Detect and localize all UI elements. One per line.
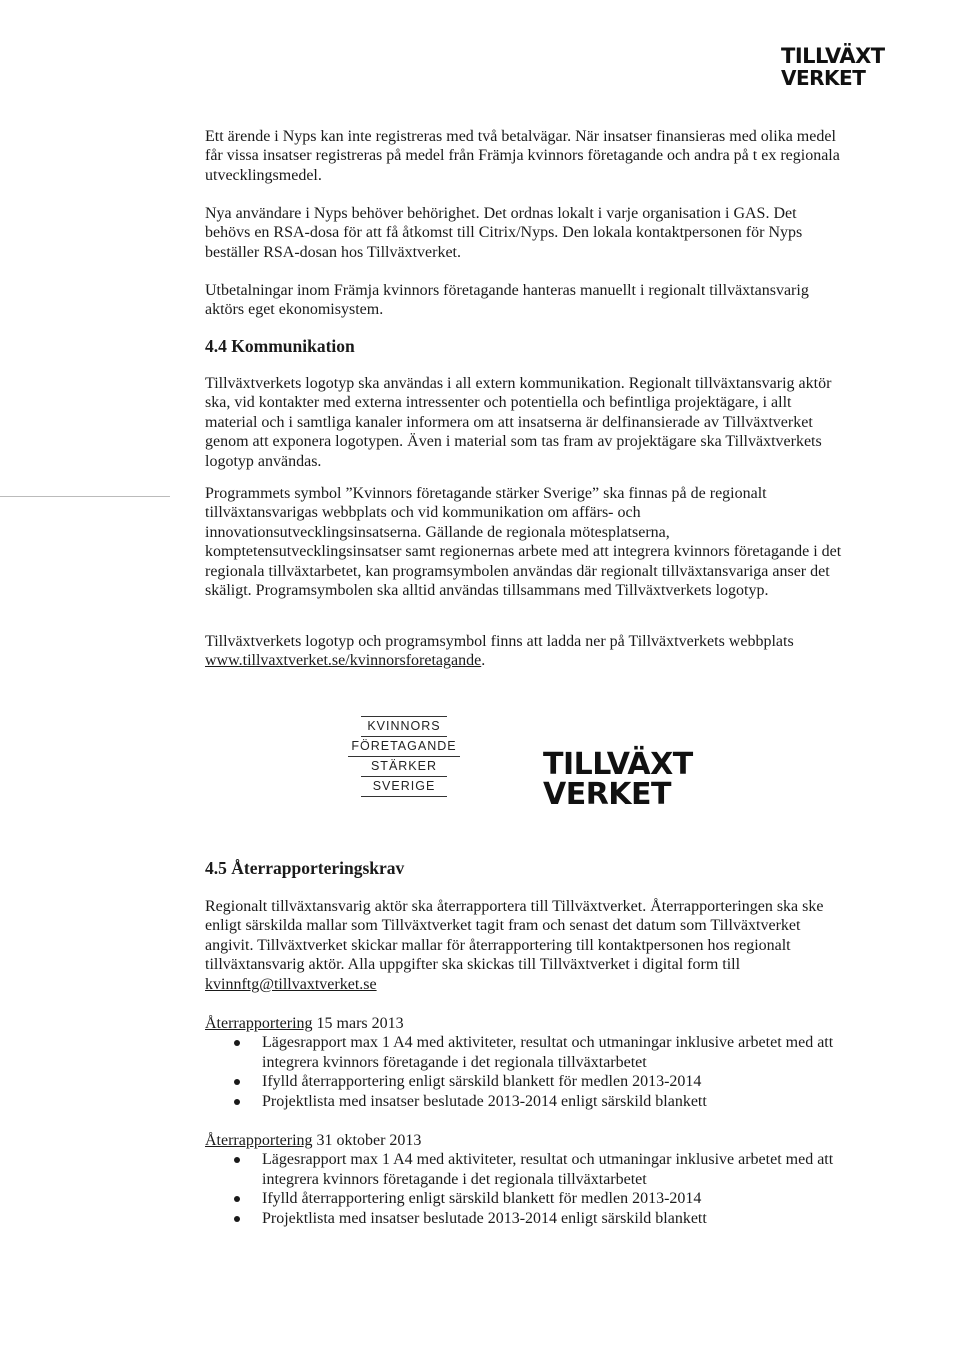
scan-artifact-line [0,496,170,497]
report-block-1 [205,1014,845,1111]
kommunikation-paragraph-2 [205,484,845,600]
report-date: 15 mars 2013 [312,1015,404,1032]
report-block-2 [205,1131,845,1228]
list-item: Projektlista med insatser beslutade 2013-2014 enligt särskild blankett [205,1209,845,1228]
logo-line1: TILLVÄXT [543,747,693,782]
heading-aterrapporteringskrav: 4.5 Återrapporteringskrav [205,858,405,878]
logo-line2: VERKET [781,66,866,90]
tillvaxtverket-logo [543,747,693,812]
heading-kommunikation: 4.4 Kommunikation [205,336,355,356]
symbol-line-4: SVERIGE [361,777,447,797]
intro-paragraph-1 [205,127,845,185]
paragraph-text: Tillväxtverkets logotyp och programsymbol finns att ladda ner på Tillväxtverkets webbplats [205,633,794,650]
aterrapportering-paragraph [205,897,845,994]
tillvaxtverket-logo-header [781,46,885,88]
paragraph-text: Tillväxtverkets logotyp ska användas i all extern kommunikation. Regionalt tillväxtansvarig aktör ska, vid kontakter med externa intressenter och potentiella och befintliga projektägare, i allt material och i samtliga kanaler informera om att insatserna är delfinansierade av Tillväxtverket genom att exponera logotypen. Även i material som tas fram av projektägare ska Tillväxtverkets logotyp användas. [205,375,832,470]
symbol-line-1: KVINNORS [361,716,447,737]
symbol-line-3: STÄRKER [361,757,447,777]
paragraph-text: Nya användare i Nyps behöver behörighet. Det ordnas lokalt i varje organisation i GAS. Det behövs en RSA-dosa för att få åtkomst till Citrix/Nyps. Den lokala kontaktpersonen för Nyps beställer RSA-dosan hos Tillväxtverket. [205,205,803,261]
kommunikation-paragraph-1 [205,374,845,471]
list-item: Lägesrapport max 1 A4 med aktiviteter, resultat och utmaningar inklusive arbetet med att integrera kvinnors företagande i det regionala tillväxtarbetet [205,1150,845,1189]
intro-paragraph-3 [205,281,845,320]
list-item: Ifylld återrapportering enligt särskild blankett för medlen 2013-2014 [205,1072,845,1091]
report-date: 31 oktober 2013 [312,1132,422,1149]
list-item: Lägesrapport max 1 A4 med aktiviteter, resultat och utmaningar inklusive arbetet med att integrera kvinnors företagande i det regionala tillväxtarbetet [205,1033,845,1072]
list-item: Ifylld återrapportering enligt särskild blankett för medlen 2013-2014 [205,1189,845,1208]
paragraph-text: Programmets symbol ”Kvinnors företagande stärker Sverige” ska finnas på de regionalt tillväxtansvarigas webbplats och vid kommunikation om affärs- och innovationsutvecklingsinsatserna. Gällande de regionala mötesplatserna, komptetensutvecklingsinsatser samt regionernas arbete med att integrera kvinnors företagande i det regionala tillväxtarbetet, kan programsymbolen användas där regionalt tillväxtansvariga anser det skäligt. Programsymbolen ska alltid användas tillsammans med Tillväxtverkets logotyp. [205,485,842,600]
intro-paragraph-2 [205,204,845,262]
paragraph-text: Utbetalningar inom Främja kvinnors företagande hanteras manuellt i regionalt tillväxtansvarig aktörs eget ekonomisystem. [205,282,809,319]
symbol-line-2: FÖRETAGANDE [348,737,460,757]
report-label: Återrapportering [205,1132,313,1149]
report-2-list [205,1150,845,1228]
program-symbol-logo [348,716,460,797]
download-link[interactable]: www.tillvaxtverket.se/kvinnorsforetagande [205,652,482,670]
paragraph-end: . [481,652,486,670]
paragraph-text: Regionalt tillväxtansvarig aktör ska återrapportera till Tillväxtverket. Återrapporteringen ska ske enligt särskilda mallar som Tillväxtverket tagit fram och senast det datum som Tillväxtverket angivit. Tillväxtverket skickar mallar för återrapportering till kontaktpersonen hos regionalt tillväxtansvarig aktör. Alla uppgifter ska skickas till Tillväxtverket i digital form till [205,898,824,974]
report-label: Återrapportering [205,1015,313,1032]
list-item: Projektlista med insatser beslutade 2013-2014 enligt särskild blankett [205,1092,845,1111]
logo-line1: TILLVÄXT [781,44,885,68]
paragraph-text: Ett ärende i Nyps kan inte registreras med två betalvägar. När insatser finansieras med olika medel får vissa insatser registreras på medel från Främja kvinnors företagande och andra på t ex regionala utvecklingsmedel. [205,128,840,184]
kommunikation-paragraph-3 [205,632,845,671]
email-link[interactable]: kvinnftg@tillvaxtverket.se [205,975,377,993]
logo-line2: VERKET [543,777,672,812]
report-1-list [205,1033,845,1111]
